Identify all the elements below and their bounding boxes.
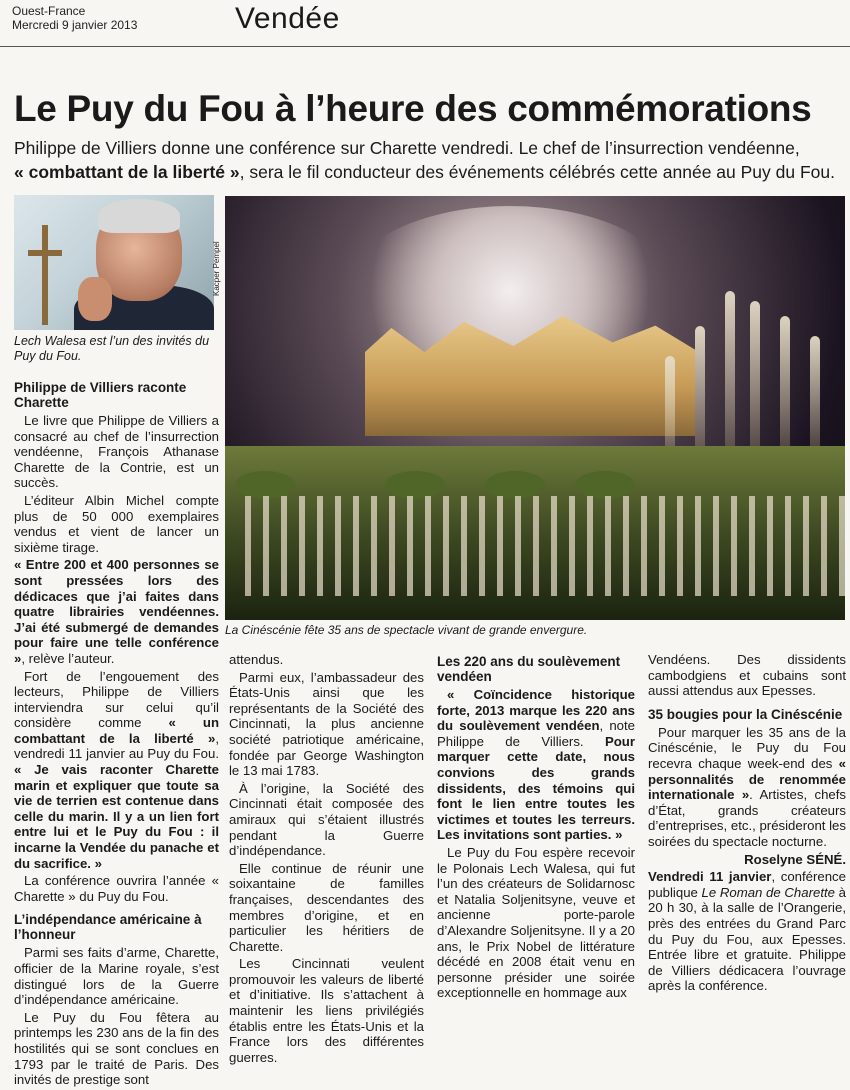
quote-personnalites: « personnalités de renommée internationale » [648,755,846,803]
hedge [235,471,295,499]
paragraph [437,687,635,843]
paragraph [648,725,846,850]
portrait-hair [98,199,180,233]
paragraph: Vendéens. Des dissidents cambodgiens et cubains sont aussi attendus aux Epesses. [648,652,846,699]
event-info [648,869,846,994]
portrait-caption: Lech Walesa est l’un des invités du Puy du Fou. [14,334,210,363]
article-column-4 [648,652,846,996]
paragraph: À l’origine, la Société des Cincinnati était composée des amiraux qui s’étaient illustrés pendant la Guerre d’indépendance. [229,780,424,859]
text: , note Philippe de Villiers. [437,718,636,749]
subhead-35-bougies: 35 bougies pour la Cinéscénie [648,706,843,722]
quote-charette-marin: « Je vais raconter Charette marin et expliquer que toute sa vie de terrien est contenue dans celle du marin. Il y a un lien fort entre lui et le Puy du Fou : il incarne la Vendée du panache et du sacrifice. » [14,762,219,871]
fountain-jet [780,316,790,461]
paragraph [14,557,219,666]
book-title: Le Roman de Charette [701,884,835,900]
article-column-1 [14,378,219,1090]
subhead-charette: Philippe de Villiers raconte Charette [14,380,187,410]
section-title: Vendée [235,2,340,35]
article-column-3 [437,652,635,1003]
photo-credit: Kacper Pempel [212,241,221,296]
paper-date: Mercredi 9 janvier 2013 [12,18,138,32]
portrait-photo [14,195,214,330]
text: Pour marquer les 35 ans de la Cinéscénie, le Puy du Fou recevra chaque week-end des [648,724,846,771]
text: , relève l’auteur. [21,650,115,666]
header-divider [0,46,850,47]
paper-info [12,4,137,32]
fountain-jet [695,326,705,461]
event-date: Vendredi 11 janvier [648,869,772,885]
paragraph: Parmi ses faits d’arme, Charette, officier de la Marine royale, s’est distingué lors de la Guerre d’indépendance américaine. [14,945,219,1008]
main-photo-caption: La Cinéscénie fête 35 ans de spectacle vivant de grande envergure. [225,623,588,637]
text: , conférence publique [648,869,846,900]
fountain-jet [725,291,735,461]
paragraph: La conférence ouvrira l’année « Charette » du Puy du Fou. [14,873,219,904]
article-column-2 [229,652,424,1067]
deck [14,136,844,184]
deck-bold-quote: « combattant de la liberté » [14,162,240,182]
paragraph: Le Puy du Fou espère recevoir le Polonais Lech Walesa, qui fut l’un des créateurs de Solidarnosc et Natalia Soljenitsyne, veuve et ancienne porte-parole d’Alexandre Soljenitsyne. Il y a 20 ans, le Prix Nobel de littérature décédé en 2008 était venu en personne présider une soirée exceptionnelle en hommage aux [437,844,635,1001]
fountain-jet [810,336,820,461]
text: , vendredi 11 janvier au Puy du Fou. [14,730,219,762]
cross-bar [28,250,62,256]
text: Fort de l’engouement des lecteurs, Philippe de Villiers interviendra sur celui qu’il considère comme [14,668,219,731]
paragraph: Le Puy du Fou fêtera au printemps les 230 ans de la fin des hostilités qui se sont conclues en 1793 par le traité de Paris. Des invités de prestige sont [14,1009,219,1088]
hedge [485,471,545,499]
paragraph: attendus. [229,652,284,667]
subhead-independance: L’indépendance américaine à l’honneur [14,912,202,943]
quote-dedicaces: « Entre 200 et 400 personnes se sont pressées lors des dédicaces que j’ai faites dans quatre librairies vendéennes. J’ai été submergé de demandes pour faire une telle conférence » [14,557,219,666]
hedge [575,471,635,499]
quote-liberte: « un combattant de la liberté » [14,715,220,746]
quote-dissidents: Pour marquer cette date, nous convions des grands dissidents, des témoins qui font le lien entre toutes les victimes et toutes les terreurs. Les invitations sont parties. » [437,733,635,843]
deck-text-2: , sera le fil conducteur des événements célébrés cette année au Puy du Fou. [239,162,835,182]
portrait-hand [78,277,112,321]
subhead-220-ans: Les 220 ans du soulèvement vendéen [437,654,621,684]
paragraph: L’éditeur Albin Michel compte plus de 50 000 exemplaires vendus et vient de lancer un sixième tirage. [14,492,219,555]
author-signature: Roselyne SÉNÉ. [744,851,846,867]
paragraph: Les Cincinnati veulent promouvoir les valeurs de liberté et d’initiative. Ils s’attachent à maintenir les liens privilégiés établis entre les États-Unis et la France lors des différentes guerres. [229,956,424,1065]
cinescenie-photo [225,196,845,620]
hedge [385,471,445,499]
performers-crowd [245,496,845,596]
text: . Artistes, chefs d’État, grands créateurs d’entreprises, etc., présideront les soirées du spectacle nocturne. [648,787,846,849]
text: à 20 h 30, à la salle de l’Orangerie, près des entrées du Grand Parc du Puy du Fou, aux Epesses. Entrée libre et gratuite. Philippe de Villiers dédicacera l’ouvrage après la conférence. [648,884,846,994]
paragraph: Parmi eux, l’ambassadeur des États-Unis ainsi que les représentants de la Société des Cincinnati, la plus ancienne société patriotique américaine, fondée par George Washington le 13 mai 1783. [229,669,424,779]
paragraph [14,669,219,872]
fountain-jet [750,301,760,461]
deck-text-1: Philippe de Villiers donne une conférence sur Charette vendredi. Le chef de l’insurrection vendéenne, [14,138,800,158]
paragraph: Elle continue de réunir une soixantaine de familles françaises, descendantes des membres d’origine, et en particulier les héritiers de Charette. [229,860,424,954]
paragraph: Le livre que Philippe de Villiers a consacré au chef de l’insurrection vendéenne, François Athanase Charette de la Contrie, est un succès. [14,413,219,491]
headline: Le Puy du Fou à l’heure des commémorations [14,88,812,129]
quote-coincidence: « Coïncidence historique forte, 2013 marque les 220 ans du soulèvement vendéen [437,687,635,734]
cross-decoration [42,225,48,325]
paper-name: Ouest-France [12,4,86,18]
